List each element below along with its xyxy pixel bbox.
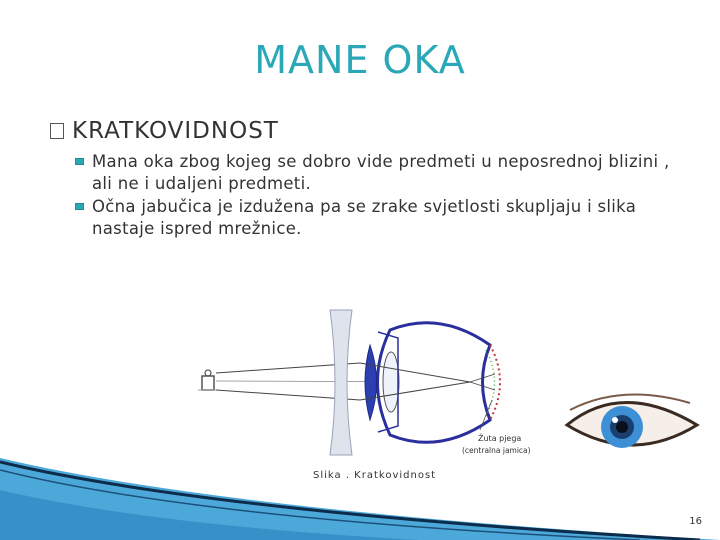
section-heading-text: KRATKOVIDNOST <box>72 118 279 144</box>
central-fovea-label: (centralna jamica) <box>462 446 531 455</box>
square-bullet-icon <box>75 158 84 165</box>
checkbox-icon <box>50 123 64 139</box>
eyeball <box>365 323 500 443</box>
square-bullet-icon <box>75 203 84 210</box>
page-number: 16 <box>689 516 702 527</box>
section-heading <box>50 118 279 144</box>
slide-title: MANE OKA <box>254 38 466 82</box>
bullet-text: Očna jabučica je izdužena pa se zrake svjetlosti skupljaju i slika nastaje ispred mrežnice. <box>92 197 637 238</box>
object-figure-icon <box>198 370 218 390</box>
figure-caption: Slika . Kratkovidnost <box>313 470 437 481</box>
bullet-item <box>75 151 695 195</box>
bullet-text: Mana oka zbog kojeg se dobro vide predmeti u neposrednoj blizini , ali ne i udaljeni predmeti. <box>92 152 670 193</box>
concave-lens <box>330 310 352 455</box>
bullet-item <box>75 196 695 240</box>
yellow-spot-label: Žuta pjega <box>478 434 522 443</box>
decorative-swoosh <box>0 440 720 540</box>
bullet-list <box>75 151 695 241</box>
myopia-diagram <box>190 290 560 465</box>
